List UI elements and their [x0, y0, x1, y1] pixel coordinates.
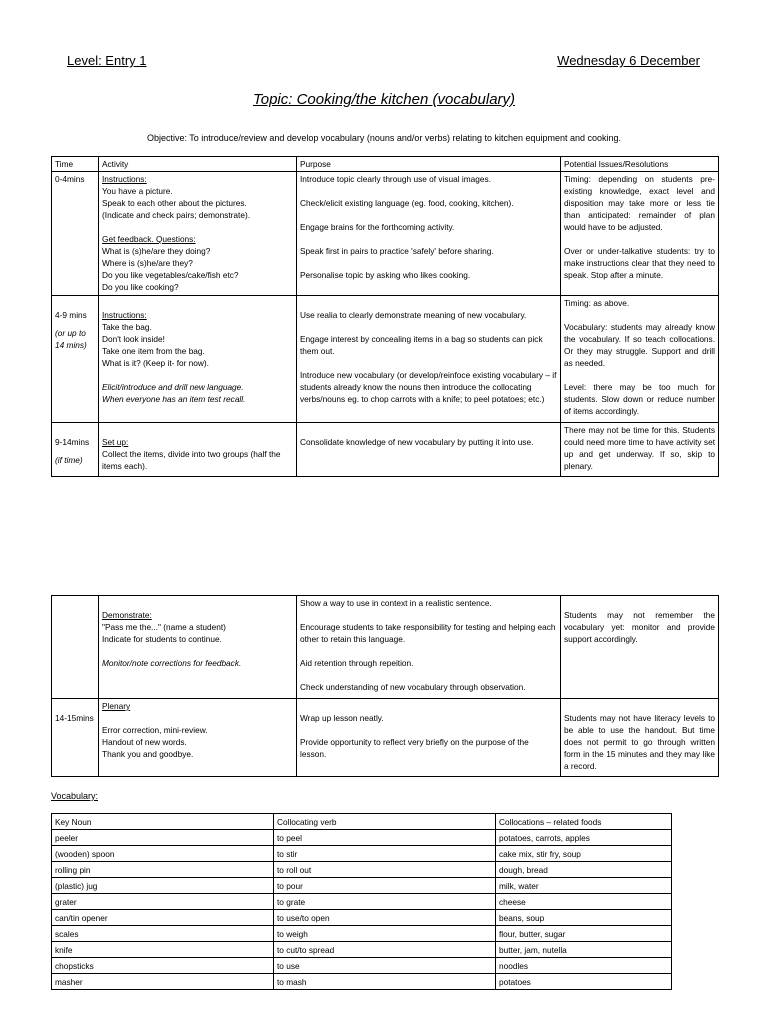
- key-noun-cell: scales: [52, 926, 274, 942]
- related-foods-cell: beans, soup: [496, 910, 672, 926]
- related-foods-cell: flour, butter, sugar: [496, 926, 672, 942]
- activity-line: What is it? (Keep it- for now).: [102, 358, 209, 368]
- column-header: Activity: [99, 157, 297, 172]
- table-row: [52, 846, 672, 862]
- issue-line: Timing: depending on students pre-existing knowledge, exact level and disposition may take more or less tie than anticipated: remainder of plan would have to be adjusted.: [564, 174, 715, 232]
- purpose-line: Speak first in pairs to practice 'safely' before sharing.: [300, 246, 494, 256]
- table-row: [52, 910, 672, 926]
- issue-line: Level: there may be too much for students. Slow down or reduce number of items accordingly.: [564, 382, 715, 416]
- time-cell: [52, 596, 99, 699]
- activity-heading: Demonstrate:: [102, 610, 152, 620]
- vocabulary-body: [52, 814, 672, 990]
- activity-line: Speak to each other about the pictures.: [102, 198, 247, 208]
- collocating-verb-cell: to peel: [274, 830, 496, 846]
- level-label: Level: Entry 1: [67, 53, 147, 68]
- table-row: [52, 423, 719, 477]
- time-text: 4-9 mins: [55, 310, 87, 320]
- purpose-line: Engage brains for the forthcoming activity.: [300, 222, 455, 232]
- issues-cell: [561, 423, 719, 477]
- table-row: [52, 172, 719, 296]
- lesson-plan-table: [51, 156, 719, 477]
- activity-line: Indicate for students to continue.: [102, 634, 222, 644]
- column-header: Purpose: [297, 157, 561, 172]
- purpose-line: Personalise topic by asking who likes cooking.: [300, 270, 471, 280]
- related-foods-cell: potatoes, carrots, apples: [496, 830, 672, 846]
- time-cell: [52, 423, 99, 477]
- issue-line: Timing: as above.: [564, 298, 630, 308]
- activity-cell: [99, 596, 297, 699]
- activity-cell: [99, 699, 297, 777]
- related-foods-cell: milk, water: [496, 878, 672, 894]
- activity-line: When everyone has an item test recall.: [102, 394, 246, 404]
- purpose-line: Show a way to use in context in a realistic sentence.: [300, 598, 492, 608]
- time-note: (or up to 14 mins): [55, 328, 87, 350]
- purpose-cell: [297, 296, 561, 423]
- activity-line: Where is (s)he/are they?: [102, 258, 193, 268]
- purpose-line: Encourage students to take responsibility for testing and helping each other to retain this language.: [300, 622, 556, 644]
- table-row: [52, 926, 672, 942]
- vocabulary-table: [51, 813, 672, 990]
- column-header: Potential Issues/Resolutions: [561, 157, 719, 172]
- purpose-line: Check understanding of new vocabulary through observation.: [300, 682, 526, 692]
- column-header: Collocating verb: [274, 814, 496, 830]
- table-header-row: [52, 157, 719, 172]
- purpose-cell: [297, 596, 561, 699]
- related-foods-cell: cheese: [496, 894, 672, 910]
- table-row: [52, 596, 719, 699]
- collocating-verb-cell: to weigh: [274, 926, 496, 942]
- activity-heading: Get feedback. Questions:: [102, 234, 196, 244]
- activity-line: Take the bag.: [102, 322, 152, 332]
- activity-cell: [99, 296, 297, 423]
- activity-line: What is (s)he/are they doing?: [102, 246, 211, 256]
- activity-line: You have a picture.: [102, 186, 173, 196]
- issues-cell: [561, 596, 719, 699]
- date-label: Wednesday 6 December: [557, 53, 700, 68]
- activity-heading: Set up:: [102, 437, 129, 447]
- purpose-line: Introduce topic clearly through use of visual images.: [300, 174, 491, 184]
- vocabulary-header-row: [52, 814, 672, 830]
- time-cell: [52, 296, 99, 423]
- activity-line: Elicit/introduce and drill new language.: [102, 382, 244, 392]
- key-noun-cell: (plastic) jug: [52, 878, 274, 894]
- activity-heading: Plenary: [102, 701, 131, 711]
- related-foods-cell: dough, bread: [496, 862, 672, 878]
- collocating-verb-cell: to mash: [274, 974, 496, 990]
- collocating-verb-cell: to use: [274, 958, 496, 974]
- time-text: 14-15mins: [55, 713, 94, 723]
- topic-title: Topic: Cooking/the kitchen (vocabulary): [252, 91, 516, 108]
- key-noun-cell: masher: [52, 974, 274, 990]
- vocabulary-title: Vocabulary:: [51, 791, 99, 801]
- activity-line: Take one item from the bag.: [102, 346, 205, 356]
- issues-cell: [561, 296, 719, 423]
- activity-line: Monitor/note corrections for feedback.: [102, 658, 242, 668]
- lesson-plan-table-continued: [51, 595, 719, 777]
- activity-line: Collect the items, divide into two groups (half the items each).: [102, 449, 281, 471]
- purpose-line: Aid retention through repeition.: [300, 658, 414, 668]
- activity-heading: Instructions:: [102, 310, 147, 320]
- purpose-cell: [297, 699, 561, 777]
- purpose-cell: [297, 423, 561, 477]
- column-header: Time: [52, 157, 99, 172]
- time-note: (if time): [55, 455, 83, 465]
- column-header: Key Noun: [52, 814, 274, 830]
- key-noun-cell: rolling pin: [52, 862, 274, 878]
- activity-line: (Indicate and check pairs; demonstrate).: [102, 210, 251, 220]
- issue-line: Students may not remember the vocabulary yet: monitor and provide support accordingly.: [564, 610, 715, 644]
- key-noun-cell: grater: [52, 894, 274, 910]
- issue-line: There may not be time for this. Students could need more time to have activity set up and get underway. If so, skip to plenary.: [564, 425, 715, 471]
- issue-line: Vocabulary: students may already know the vocabulary. If so teach collocations. Or they may struggle. Support and drill as needed.: [564, 322, 715, 368]
- activity-heading: Instructions:: [102, 174, 147, 184]
- column-header: Collocations – related foods: [496, 814, 672, 830]
- related-foods-cell: potatoes: [496, 974, 672, 990]
- activity-line: Thank you and goodbye.: [102, 749, 194, 759]
- key-noun-cell: peeler: [52, 830, 274, 846]
- issue-line: Over or under-talkative students: try to make instructions clear that they need to speak. Stop after a minute.: [564, 246, 715, 280]
- table-row: [52, 699, 719, 777]
- time-cell: [52, 699, 99, 777]
- activity-line: "Pass me the..." (name a student): [102, 622, 226, 632]
- activity-cell: [99, 423, 297, 477]
- related-foods-cell: butter, jam, nutella: [496, 942, 672, 958]
- purpose-line: Wrap up lesson neatly.: [300, 713, 384, 723]
- objective-text: Objective: To introduce/review and develop vocabulary (nouns and/or verbs) relating to kitchen equipment and cooking.: [146, 133, 622, 143]
- table-row: [52, 942, 672, 958]
- issue-line: Students may not have literacy levels to be able to use the handout. But time does not permit to go through written form in the 15 minutes and they may like a record.: [564, 713, 715, 771]
- time-text: 9-14mins: [55, 437, 90, 447]
- time-text: 0-4mins: [55, 174, 85, 184]
- table-row: [52, 878, 672, 894]
- collocating-verb-cell: to roll out: [274, 862, 496, 878]
- key-noun-cell: knife: [52, 942, 274, 958]
- purpose-line: Use realia to clearly demonstrate meaning of new vocabulary.: [300, 310, 527, 320]
- time-cell: [52, 172, 99, 296]
- collocating-verb-cell: to grate: [274, 894, 496, 910]
- table-row: [52, 894, 672, 910]
- activity-line: Error correction, mini-review.: [102, 725, 208, 735]
- collocating-verb-cell: to stir: [274, 846, 496, 862]
- table-row: [52, 296, 719, 423]
- activity-line: Handout of new words.: [102, 737, 187, 747]
- table-row: [52, 958, 672, 974]
- key-noun-cell: can/tin opener: [52, 910, 274, 926]
- table-row: [52, 974, 672, 990]
- collocating-verb-cell: to cut/to spread: [274, 942, 496, 958]
- collocating-verb-cell: to pour: [274, 878, 496, 894]
- related-foods-cell: noodles: [496, 958, 672, 974]
- purpose-line: Introduce new vocabulary (or develop/reinfoce existing vocabulary – if students already know the nouns then introduce the collocating verbs/nouns eg. to chop carrots with a knife; to peel potatoes; etc.): [300, 370, 557, 404]
- issues-cell: [561, 699, 719, 777]
- table-row: [52, 862, 672, 878]
- purpose-line: Provide opportunity to reflect very briefly on the purpose of the lesson.: [300, 737, 529, 759]
- activity-line: Don't look inside!: [102, 334, 165, 344]
- activity-line: Do you like cooking?: [102, 282, 179, 292]
- activity-cell: [99, 172, 297, 296]
- collocating-verb-cell: to use/to open: [274, 910, 496, 926]
- key-noun-cell: chopsticks: [52, 958, 274, 974]
- related-foods-cell: cake mix, stir fry, soup: [496, 846, 672, 862]
- activity-line: Do you like vegetables/cake/fish etc?: [102, 270, 239, 280]
- purpose-line: Consolidate knowledge of new vocabulary by putting it into use.: [300, 437, 534, 447]
- purpose-line: Check/elicit existing language (eg. food, cooking, kitchen).: [300, 198, 514, 208]
- table-row: [52, 830, 672, 846]
- key-noun-cell: (wooden) spoon: [52, 846, 274, 862]
- purpose-line: Engage interest by concealing items in a bag so students can pick them out.: [300, 334, 543, 356]
- issues-cell: [561, 172, 719, 296]
- purpose-cell: [297, 172, 561, 296]
